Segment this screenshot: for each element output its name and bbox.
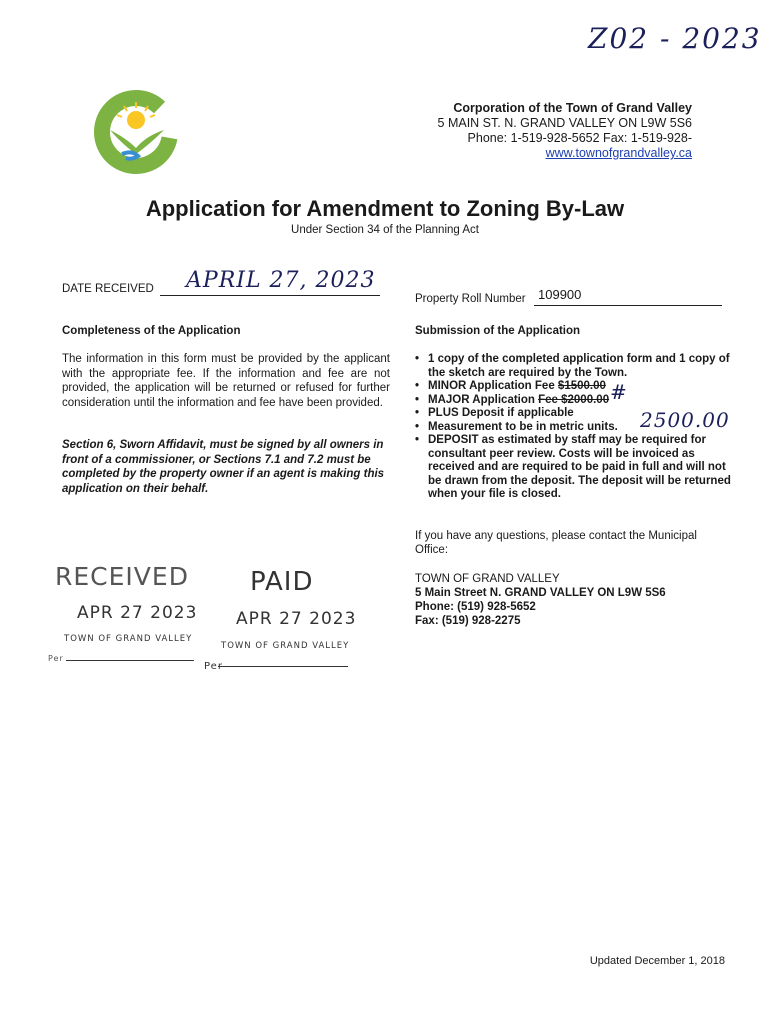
received-stamp-town: TOWN OF GRAND VALLEY <box>64 634 193 644</box>
property-roll-line <box>534 305 722 306</box>
date-received-line <box>160 295 380 296</box>
file-number: Z02 - 2023 <box>588 22 762 55</box>
org-address: 5 MAIN ST. N. GRAND VALLEY ON L9W 5S6 <box>437 116 692 130</box>
metric-note: Measurement to be in metric units. <box>428 420 618 433</box>
contact-address: 5 Main Street N. GRAND VALLEY ON L9W 5S6 <box>415 587 666 599</box>
contact-phone: Phone: (519) 928-5652 <box>415 601 536 613</box>
date-received-value[interactable]: APRIL 27, 2023 <box>186 268 376 293</box>
received-stamp-date: APR 27 2023 <box>77 603 198 623</box>
page-title: Application for Amendment to Zoning By-Law <box>145 196 625 221</box>
affidavit-note: Section 6, Sworn Affidavit, must be signed by all owners in front of a commissioner, or Sections 7.1 and 7.2 must be completed by the property owner if an agent is making this application on their behalf. <box>62 439 385 495</box>
submission-heading: Submission of the Application <box>415 325 581 337</box>
date-received-label: DATE RECEIVED <box>62 283 154 295</box>
page-subtitle: Under Section 34 of the Planning Act <box>291 224 479 236</box>
org-name: Corporation of the Town of Grand Valley <box>453 101 692 115</box>
major-fee-struck: Fee $2000.00 <box>538 393 610 406</box>
property-roll-label: Property Roll Number <box>415 293 526 305</box>
org-website-link[interactable]: www.townofgrandvalley.ca <box>545 146 692 160</box>
contact-name: TOWN OF GRAND VALLEY <box>415 573 560 585</box>
received-stamp-word: RECEIVED <box>55 562 189 591</box>
paid-stamp-line <box>218 666 348 667</box>
town-logo <box>92 88 180 181</box>
handwritten-fee: 2500.00 <box>640 408 730 432</box>
received-stamp-line <box>66 660 194 661</box>
deposit-plus: PLUS Deposit if applicable <box>428 407 574 419</box>
paid-stamp-word: PAID <box>250 567 314 597</box>
org-phone: Phone: 1-519-928-5652 Fax: 1-519-928- <box>467 131 692 145</box>
list-item <box>415 394 731 408</box>
contact-fax: Fax: (519) 928-2275 <box>415 615 521 627</box>
paid-stamp-town: TOWN OF GRAND VALLEY <box>221 641 350 651</box>
grand-valley-logo-icon <box>92 88 180 176</box>
paid-stamp-per: Per <box>204 661 223 672</box>
completeness-heading: Completeness of the Application <box>62 325 241 337</box>
contact-block <box>415 572 666 628</box>
completeness-text: The information in this form must be provided by the applicant with the appropriate fee. If the information and fee are not provided, the application will be returned or refused for further consideration until the information and fee have been provided. <box>62 353 390 409</box>
received-stamp-per: Per <box>48 654 64 663</box>
submission-copies: 1 copy of the completed application form and 1 copy of the sketch are required by the Town. <box>428 353 730 379</box>
list-item <box>415 434 731 502</box>
major-fee-label: MAJOR Application <box>428 393 539 406</box>
minor-fee-struck: $1500.00 <box>557 380 606 392</box>
list-item <box>415 353 731 380</box>
paid-stamp-date: APR 27 2023 <box>236 609 357 629</box>
minor-fee-label: MINOR Application Fee <box>428 380 558 392</box>
contact-intro: If you have any questions, please contact the Municipal Office: <box>415 530 697 556</box>
list-item <box>415 380 731 394</box>
property-roll-value[interactable]: 109900 <box>538 287 582 302</box>
handwritten-hash: # <box>610 380 627 404</box>
updated-date: Updated December 1, 2018 <box>589 955 725 967</box>
deposit-note: DEPOSIT as estimated by staff may be required for consultant peer review. Costs will be invoiced as received and are required to be paid in full and will not be drawn from the deposit. The deposit will be returned when your file is closed. <box>428 434 731 500</box>
